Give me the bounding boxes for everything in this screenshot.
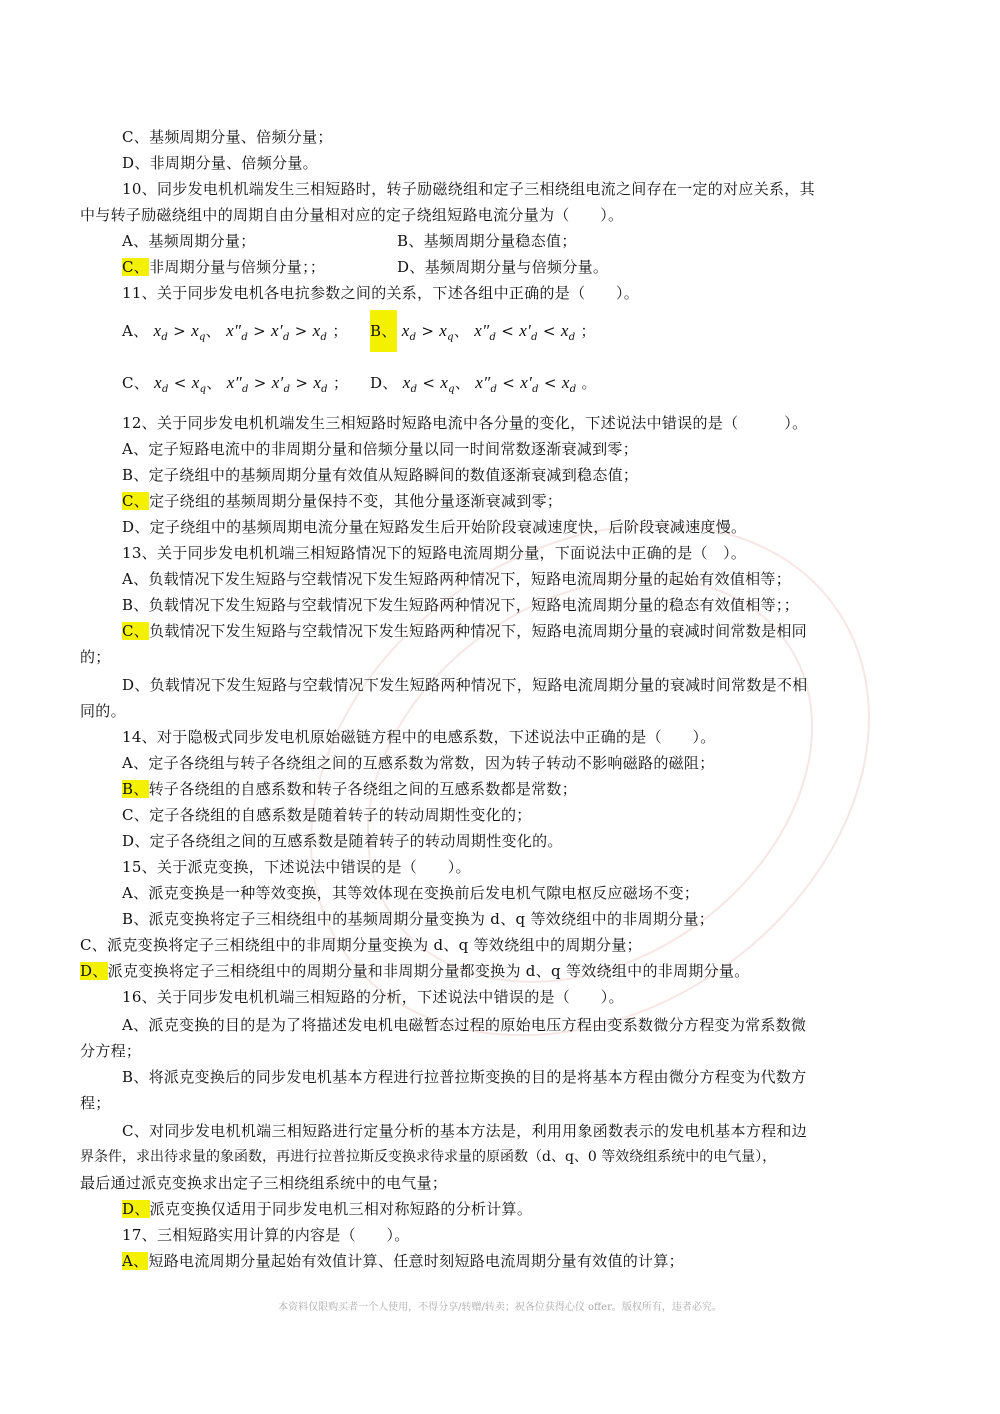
option-b-q13: B、负载情况下发生短路与空载情况下发生短路两种情况下，短路电流周期分量的稳态有效值相等；； bbox=[122, 596, 800, 614]
option-a-q10: A、基频周期分量； bbox=[122, 232, 256, 250]
option-d-q16: D、派克变换仅适用于同步发电机三相对称短路的分析计算。 bbox=[122, 1200, 533, 1218]
answer-highlight: D、 bbox=[122, 1200, 150, 1218]
option-a-q17: A、短路电流周期分量起始有效值计算、任意时刻短路电流周期分量有效值的计算； bbox=[122, 1252, 684, 1270]
answer-highlight: D、 bbox=[80, 962, 108, 980]
question-13: 13、关于同步发电机机端三相短路情况下的短路电流周期分量，下面说法中正确的是（ ）。 bbox=[122, 544, 747, 562]
option-b-q16: B、将派克变换后的同步发电机基本方程进行拉普拉斯变换的目的是将基本方程由微分方程变为代数方 bbox=[122, 1068, 807, 1086]
answer-highlight: A、 bbox=[122, 1252, 149, 1270]
option-d-q15: D、派克变换将定子三相绕组中的周期分量和非周期分量都变换为 d、q 等效绕组中的非周期分量。 bbox=[80, 962, 750, 980]
question-12: 12、关于同步发电机机端发生三相短路时短路电流中各分量的变化，下述说法中错误的是（ ）。 bbox=[122, 414, 808, 432]
option-a-q13: A、负载情况下发生短路与空载情况下发生短路两种情况下，短路电流周期分量的起始有效值相等； bbox=[122, 570, 792, 588]
option-d-q12: D、定子绕组中的基频周期电流分量在短路发生后开始阶段衰减速度快，后阶段衰减速度慢。 bbox=[122, 518, 747, 536]
option-c-q15: C、派克变换将定子三相绕组中的非周期分量变换为 d、q 等效绕组中的周期分量； bbox=[80, 936, 642, 954]
question-15: 15、关于派克变换，下述说法中错误的是（ ）。 bbox=[122, 858, 471, 876]
option-d-q13-cont: 同的。 bbox=[80, 702, 126, 720]
formula-option-b: B、 $x_d > x_q$、 $x''_d < x'_d < x_d$ ； bbox=[370, 320, 596, 349]
option-c-q14: C、定子各绕组的自感系数是随着转子的转动周期性变化的； bbox=[122, 806, 532, 824]
option-b-q12: B、定子绕组中的基频周期分量有效值从短路瞬间的数值逐渐衰减到稳态值； bbox=[122, 466, 639, 484]
option-d-q13: D、负载情况下发生短路与空载情况下发生短路两种情况下，短路电流周期分量的衰减时间常数是不相 bbox=[122, 676, 808, 694]
answer-highlight: C、 bbox=[122, 622, 150, 640]
option-a-q15: A、派克变换是一种等效变换，其等效体现在变换前后发电机气隙电枢反应磁场不变； bbox=[122, 884, 700, 902]
answer-highlight: C、 bbox=[122, 258, 150, 276]
option-c-q13: C、负载情况下发生短路与空载情况下发生短路两种情况下，短路电流周期分量的衰减时间常数是相同 bbox=[122, 622, 807, 640]
option-d-q10: D、基频周期分量与倍频分量。 bbox=[397, 258, 609, 276]
option-c-q12: C、定子绕组的基频周期分量保持不变，其他分量逐渐衰减到零； bbox=[122, 492, 563, 510]
option-b-q14: B、转子各绕组的自感系数和转子各绕组之间的互感系数都是常数； bbox=[122, 780, 578, 798]
option-a-q14: A、定子各绕组与转子各绕组之间的互感系数为常数，因为转子转动不影响磁路的磁阻； bbox=[122, 754, 715, 772]
option-d-q9: D、非周期分量、倍频分量。 bbox=[122, 154, 318, 172]
option-a-q16-cont: 分方程； bbox=[80, 1042, 142, 1060]
formula-option-c: C、 $x_d < x_q$、 $x''_d > x'_d > x_d$ ； bbox=[122, 373, 349, 395]
option-b-q16-cont: 程； bbox=[80, 1094, 111, 1112]
formula-option-d: D、 $x_d < x_q$、 $x''_d < x'_d < x_d$ 。 bbox=[370, 373, 597, 395]
question-14: 14、对于隐极式同步发电机原始磁链方程中的电感系数，下述说法中正确的是（ ）。 bbox=[122, 728, 716, 746]
option-b-q15: B、派克变换将定子三相绕组中的基频周期分量变换为 d、q 等效绕组中的非周期分量； bbox=[122, 910, 715, 928]
question-10: 10、同步发电机机端发生三相短路时，转子励磁绕组和定子三相绕组电流之间存在一定的对应关系，其 bbox=[122, 180, 815, 198]
option-c-q9: C、基频周期分量、倍频分量； bbox=[122, 128, 333, 146]
answer-highlight: C、 bbox=[122, 492, 150, 510]
question-17: 17、三相短路实用计算的内容是（ ）。 bbox=[122, 1226, 410, 1244]
question-10-cont: 中与转子励磁绕组中的周期自由分量相对应的定子绕组短路电流分量为（ ）。 bbox=[80, 206, 624, 224]
formula-option-a: A、 $x_d > x_q$、 $x''_d > x'_d > x_d$ ； bbox=[122, 321, 348, 343]
option-a-q12: A、定子短路电流中的非周期分量和倍频分量以同一时间常数逐渐衰减到零； bbox=[122, 440, 639, 458]
answer-highlight: B、 bbox=[122, 780, 149, 798]
option-c-q16: C、对同步发电机机端三相短路进行定量分析的基本方法是，利用用象函数表示的发电机基本方程和边 bbox=[122, 1122, 807, 1140]
question-16: 16、关于同步发电机机端三相短路的分析，下述说法中错误的是（ ）。 bbox=[122, 988, 624, 1006]
option-b-q10: B、基频周期分量稳态值； bbox=[397, 232, 577, 250]
option-d-q14: D、定子各绕组之间的互感系数是随着转子的转动周期性变化的。 bbox=[122, 832, 563, 850]
answer-highlight: B、 bbox=[370, 310, 397, 352]
question-11: 11、关于同步发电机各电抗参数之间的关系，下述各组中正确的是（ ）。 bbox=[122, 284, 640, 302]
option-c-q13-cont: 的； bbox=[80, 648, 111, 666]
copyright-footer: 本资料仅限购买者一个人使用，不得分享/转赠/转卖；祝各位获得心仪 offer。版权所有，违者必究。 bbox=[278, 1302, 722, 1313]
option-c-q16-cont: 界条件，求出待求量的象函数，再进行拉普拉斯反变换求待求量的原函数（d、q、0 等效绕组系统中的电气量）， bbox=[80, 1149, 777, 1165]
option-c-q10: C、非周期分量与倍频分量；； bbox=[122, 258, 326, 276]
option-a-q16: A、派克变换的目的是为了将描述发电机电磁暂态过程的原始电压方程由变系数微分方程变为常系数微 bbox=[122, 1016, 807, 1034]
option-c-q16-cont2: 最后通过派克变换求出定子三相绕组系统中的电气量； bbox=[80, 1174, 448, 1192]
